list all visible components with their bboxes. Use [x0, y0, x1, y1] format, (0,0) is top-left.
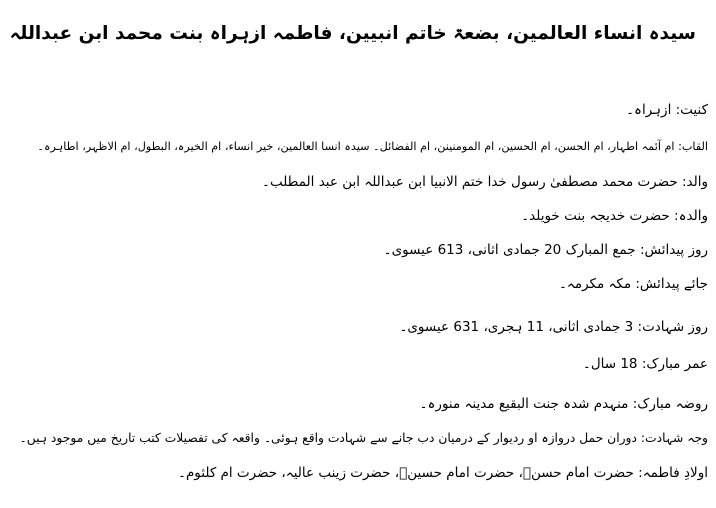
line-birth-place — [559, 274, 708, 294]
line-value: ازہراہ۔ — [626, 102, 672, 118]
line-value: ام آئمہ اطہار، ام الحسن، ام الحسین، ام المومنینن، ام الفضائل۔ سیدہ انسا العالمین، خیر انساء، ام الخیرہ، البطول، ام الاظہر، اطاہرہ۔ — [37, 140, 675, 153]
line-martyrdom-date — [399, 317, 708, 337]
line-value: حضرت امام حسنؑ، حضرت امام حسینؑ، حضرت زینب عالیہ، حضرت ام کلثوم۔ — [178, 465, 634, 481]
line-value: حضرت خدیجہ بنت خویلد۔ — [521, 208, 670, 224]
line-mother — [521, 206, 708, 226]
line-alqab — [37, 137, 708, 157]
line-value: مکہ مکرمہ۔ — [559, 276, 632, 292]
line-value: 18 سال۔ — [582, 356, 638, 372]
line-label: روضہ مبارک: — [628, 396, 708, 412]
line-birth-date — [384, 240, 708, 260]
line-cause-of-martyrdom — [20, 428, 708, 448]
line-father — [262, 172, 708, 192]
line-label: جائے پیدائش: — [631, 276, 708, 292]
line-value: منہدم شدہ جنت البقیع مدینہ منورہ۔ — [419, 396, 629, 412]
line-label: کنیت: — [671, 102, 708, 118]
line-value: حضرت محمد مصطفیٰ رسول خدا ختم الانبیا ابن عبداللہ ابن عبد المطلب۔ — [262, 174, 678, 190]
line-label: وجہ شہادت: — [636, 431, 708, 445]
line-label: والدہ: — [669, 208, 708, 224]
line-label: روز شہادت: — [633, 319, 708, 335]
line-label: اولادِ فاطمہ: — [633, 465, 708, 481]
page-title: سیدہ انساء العالمین، بضعۃ خاتم انبیین، فاطمہ ازہراہ بنت محمد ابن عبداللہ — [9, 23, 696, 44]
line-value: 3 جمادی اثانی، 11 ہجری، 631 عیسوی۔ — [399, 319, 634, 335]
line-age — [583, 354, 708, 374]
line-children — [178, 463, 708, 483]
line-value: جمع المبارک 20 جمادی اثانی، 613 عیسوی۔ — [383, 242, 636, 258]
line-label: روز پیدائش: — [635, 242, 708, 258]
line-label: والد: — [677, 174, 708, 190]
line-shrine — [420, 394, 708, 414]
line-label: عمر مبارک: — [637, 356, 708, 372]
line-value: دوران حمل دروازہ او ردیوار کے درمیان دب جانے سے شہادت واقع ہوئی۔ واقعہ کی تفصیلات کتب تاریخ میں موجود ہیں۔ — [19, 431, 637, 445]
line-label: القاب: — [674, 140, 708, 153]
line-kunyat — [626, 100, 708, 120]
